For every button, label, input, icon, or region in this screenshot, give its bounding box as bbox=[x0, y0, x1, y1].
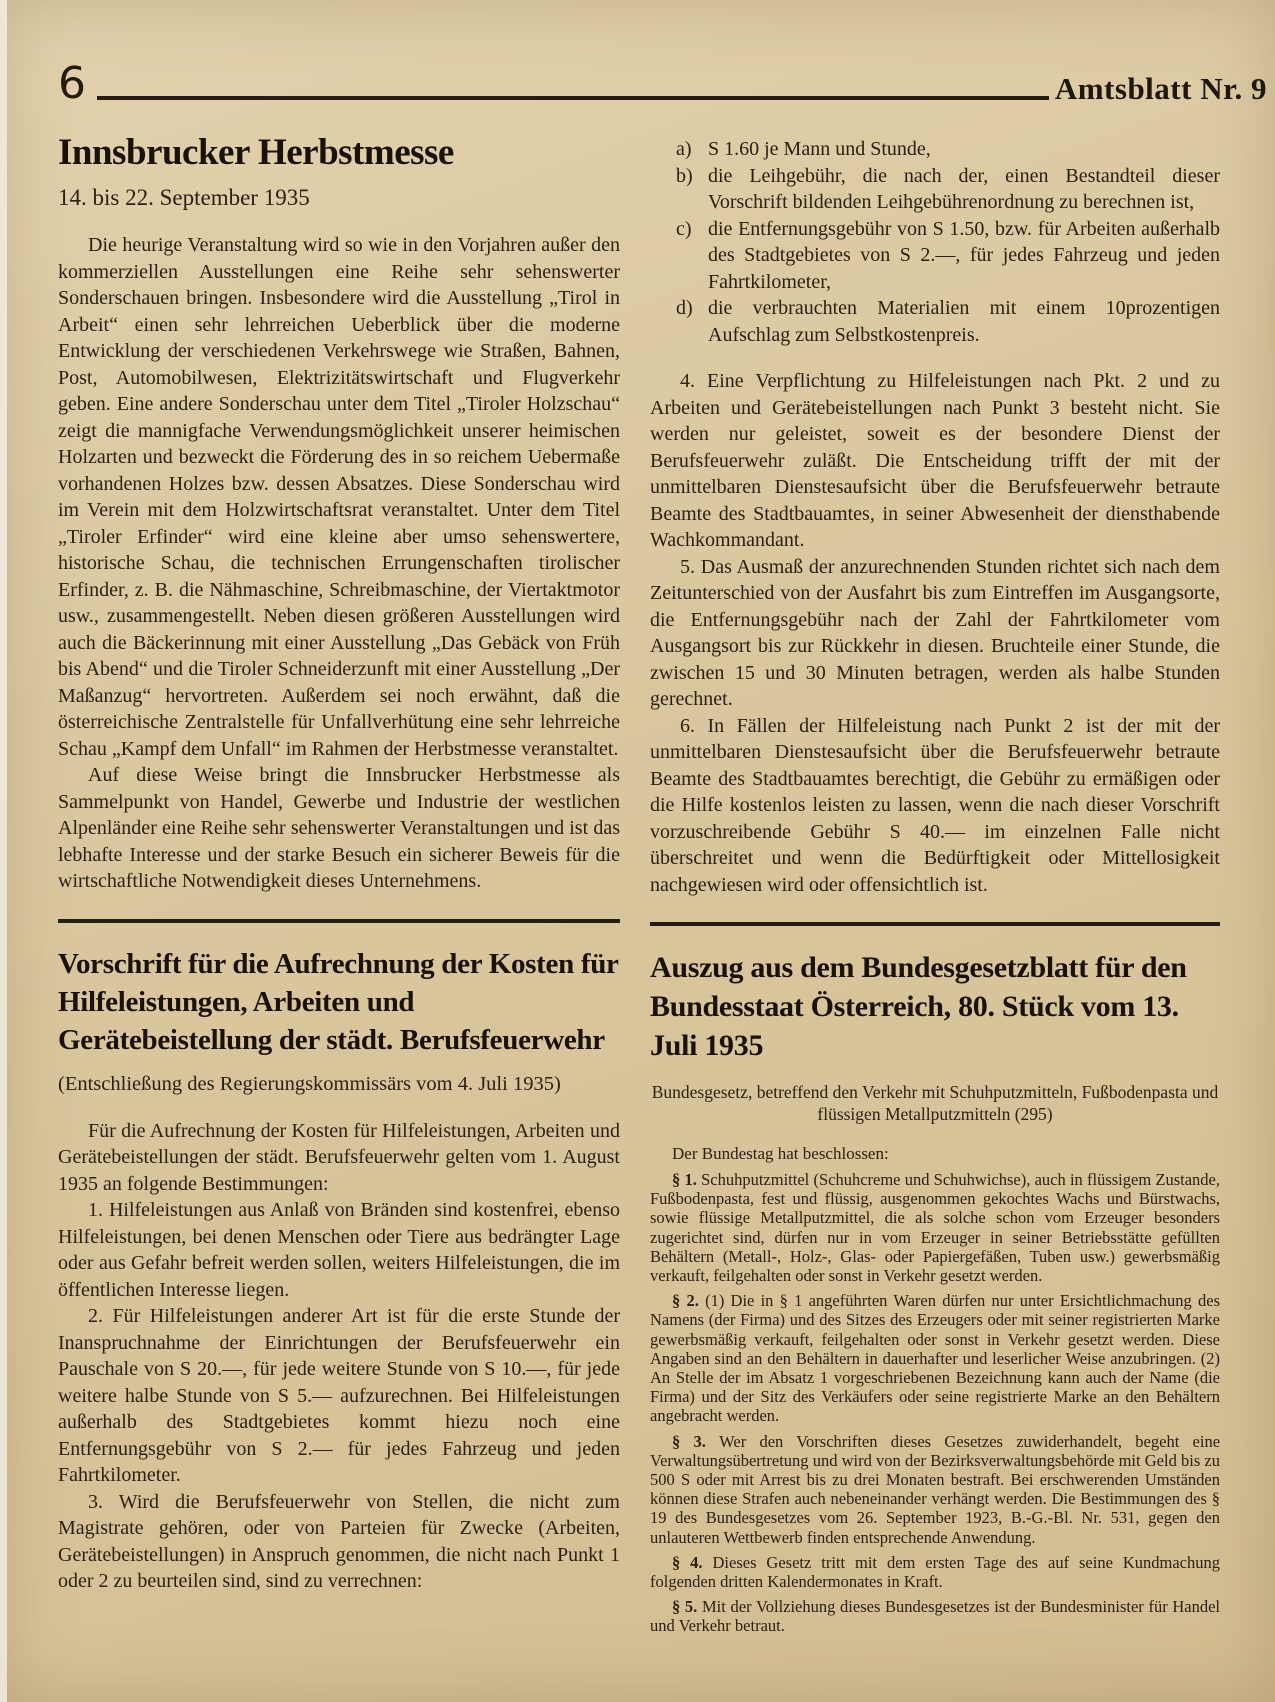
law-section-text: Schuhputzmittel (Schuhcreme und Schuhwichse), auch in flüssigem Zustande, Fußbodenpasta, fest und flüssig, ausgenommen gekochtes Wachs und Bürstwachs, sowie flüssige Metallputzmittel, die als solche schon vom Erzeuger besonders zugerichtet sind, dürfen nur in vom Erzeuger in seiner Betriebsstätte gefüllten Behältern (Metall-, Holz-, Glas- oder Papiergefäßen, Tuben usw.) gewerbsmäßig verkauft, feilgehalten oder sonst in Verkehr gesetzt werden. bbox=[650, 1170, 1221, 1286]
vorschrift-paragraph: Für die Aufrechnung der Kosten für Hilfeleistungen, Arbeiten und Gerätebeistellungen der städt. Berufsfeuerwehr gelten vom 1. August 1935 an folgende Bestimmungen: bbox=[58, 1119, 620, 1195]
law-intro: Der Bundestag hat beschlossen: bbox=[672, 1144, 889, 1163]
article-subtitle-dates: 14. bis 22. September 1935 bbox=[58, 185, 310, 210]
fee-item-label: d) bbox=[676, 297, 693, 319]
law-section-label: § 5. bbox=[672, 1597, 702, 1617]
law-section-text: Dieses Gesetz tritt mit dem ersten Tage des auf seine Kundmachung folgenden dritten Kalendermonates in Kraft. bbox=[650, 1552, 1220, 1592]
article-title-herbstmesse: Innsbrucker Herbstmesse bbox=[58, 132, 454, 173]
fee-item-label: b) bbox=[676, 164, 693, 187]
fee-item-b bbox=[650, 163, 1220, 216]
left-column bbox=[58, 132, 620, 1636]
law-section-label: § 4. bbox=[672, 1552, 713, 1572]
page-header bbox=[0, 0, 1275, 109]
two-column-layout bbox=[0, 106, 1275, 1636]
vorschrift-subtitle: (Entschließung des Regierungskommissärs vom 4. Juli 1935) bbox=[58, 1072, 561, 1095]
vorschrift-paragraph: 6. In Fällen der Hilfeleistung nach Punkt 2 ist der mit der unmittelbaren Dienstesaufsicht über die Berufsfeuerwehr betraute Beamte des Stadtbauamtes berechtigt, die Gebühr zu ermäßigen oder die Hilfe kostenlos leisten zu lassen, wenn die nach dieser Vorschrift vorzuschreibende Gebühr S 40.— im einzelnen Falle nicht überschreitet und wenn die Bedürftigkeit oder Mittellosigkeit nachgewiesen wird oder offensichtlich ist. bbox=[650, 714, 1220, 896]
law-section-text: Mit der Vollziehung dieses Bundesgesetzes ist der Bundesminister für Handel und Verkehr betraut. bbox=[650, 1597, 1221, 1636]
header-rule bbox=[97, 96, 1049, 100]
right-column bbox=[650, 132, 1220, 1636]
herbstmesse-paragraph: Auf diese Weise bringt die Innsbrucker Herbstmesse als Sammelpunkt von Handel, Gewerbe und Industrie der westlichen Alpenländer eine Reihe sehr sehenswerter Veranstaltungen und ist das lebhafte Interesse und der starke Besuch ein sicherer Beweis für die wirtschaftliche Notwendigkeit dieses Unternehmens. bbox=[58, 764, 620, 892]
vorschrift-paragraph: 1. Hilfeleistungen aus Anlaß von Bränden sind kostenfrei, ebenso Hilfeleistungen, bei denen Menschen oder Tiere aus bedrängter Lage oder aus Gefahr befreit werden sollen, weiters Hilfeleistungen, die im öffentlichen Interesse liegen. bbox=[58, 1199, 620, 1301]
law-section-text: Wer den Vorschriften dieses Gesetzes zuwiderhandelt, begeht eine Verwaltungsübertretung und wird von der Bezirksverwaltungsbehörde mit Geld bis zu 500 S oder mit Arrest bis zu drei Monaten bestraft. Bei erschwerenden Umständen können diese Strafen auch nebeneinander verhängt werden. Die Bestimmungen des § 19 des Bundesgesetzes vom 26. September 1923, B.-G.-Bl. Nr. 531, gegen den unlauteren Wettbewerb finden entsprechende Anwendung. bbox=[650, 1431, 1221, 1547]
fee-item-label: a) bbox=[676, 138, 692, 160]
law-section-label: § 1. bbox=[672, 1170, 702, 1189]
article-title-bundesgesetzblatt: Auszug aus dem Bundesgesetzblatt für den Bundesstaat Österreich, 80. Stück vom 13. Juli 1935 bbox=[650, 951, 1187, 1062]
page-number: 6 bbox=[58, 58, 87, 109]
fee-item-text: S 1.60 je Mann und Stunde, bbox=[708, 138, 931, 160]
vorschrift-paragraph: 4. Eine Verpflichtung zu Hilfeleistungen nach Pkt. 2 und zu Arbeiten und Gerätebeistellungen nach Punkt 3 besteht nicht. Sie werden nur geleistet, soweit es der besondere Dienst der Berufsfeuerwehr zuläßt. Die Entscheidung trifft der mit der unmittelbaren Dienstesaufsicht über die Berufsfeuerwehr betraute Beamte des Stadtbauamtes, in seiner Abwesenheit der diensthabende Wachkommandant. bbox=[650, 370, 1220, 551]
law-section-4 bbox=[650, 1553, 1220, 1591]
law-section-3 bbox=[650, 1432, 1220, 1547]
law-subtitle: Bundesgesetz, betreffend den Verkehr mit Schuhputzmitteln, Fußbodenpasta und flüssigen Metallputzmitteln (295) bbox=[651, 1082, 1219, 1124]
law-section-label: § 3. bbox=[672, 1431, 720, 1451]
law-section-2 bbox=[650, 1291, 1220, 1425]
vorschrift-paragraph: 3. Wird die Berufsfeuerwehr von Stellen, die nicht zum Magistrate gehören, oder von Parteien für Zwecke (Arbeiten, Gerätebeistellungen) in Anspruch genommen, die nicht nach Punkt 1 oder 2 zu beurteilen sind, sind zu verrechnen: bbox=[58, 1490, 620, 1592]
fee-item-a bbox=[650, 136, 1220, 163]
fee-item-d bbox=[650, 295, 1220, 348]
fee-item-text: die verbrauchten Materialien mit einem 10prozentigen Aufschlag zum Selbstkostenpreis. bbox=[708, 297, 1220, 346]
fee-item-c bbox=[650, 216, 1220, 296]
vorschrift-paragraph: 5. Das Ausmaß der anzurechnenden Stunden richtet sich nach dem Zeitunterschied von der Ausfahrt bis zum Eintreffen im Ausgangsorte, die Entfernungsgebühr nach der Zahl der Fahrtkilometer vom Ausgangsort bis zur Rückkehr in diesen. Bruchteile einer Stunde, die zwischen 15 und 30 Minuten betragen, werden als halbe Stunden gerechnet. bbox=[650, 555, 1220, 710]
vorschrift-paragraph: 2. Für Hilfeleistungen anderer Art ist für die erste Stunde der Inanspruchnahme der Einrichtungen der Berufsfeuerwehr ein Pauschale von S 20.—, für jede weitere Stunde von S 10.—, für jede weitere halbe Stunde von S 5.— aufzurechnen. Bei Hilfeleistungen außerhalb des Stadtgebietes kommt hiezu noch eine Entfernungsgebühr von S 2.— für jedes Fahrzeug und jeden Fahrtkilometer. bbox=[58, 1305, 620, 1486]
law-section-text: (1) Die in § 1 angeführten Waren dürfen nur unter Ersichtlichmachung des Namens (der Firma) und des Sitzes des Erzeugers oder mit seiner registrierten Marke gewerbsmäßig verkauft, feilgehalten oder sonst in Verkehr gesetzt werden. Diese Angaben sind an den Behältern in dauerhafter und leserlicher Weise anzubringen. (2) An Stelle der im Absatz 1 vorgeschriebenen Bezeichnung kann auch der Name (die Firma) und der Sitz des Verkäufers oder seine registrierte Marke an den Behältern angebracht werden. bbox=[650, 1291, 1221, 1426]
law-section-label: § 2. bbox=[672, 1291, 706, 1311]
fee-list bbox=[650, 136, 1220, 348]
article-title-vorschrift: Vorschrift für die Aufrechnung der Kosten für Hilfeleistungen, Arbeiten und Gerätebeistellung der städt. Berufsfeuerwehr bbox=[58, 947, 619, 1056]
fee-item-text: die Leihgebühr, die nach der, einen Bestandteil dieser Vorschrift bildenden Leihgebührenordnung zu berechnen ist, bbox=[708, 164, 1220, 213]
law-section-5 bbox=[650, 1597, 1220, 1635]
herbstmesse-paragraph: Die heurige Veranstaltung wird so wie in den Vorjahren außer den kommerziellen Ausstellungen eine Reihe sehr sehenswerter Sonderschauen bringen. Insbesondere wird die Ausstellung „Tirol in Arbeit“ einen sehr lehrreichen Ueberblick über die moderne Entwicklung der verschiedenen Verkehrswege wie Straßen, Bahnen, Post, Automobilwesen, Elektrizitätswirtschaft und Flugverkehr geben. Eine andere Sonderschau unter dem Titel „Tiroler Holzschau“ zeigt die mannigfache Verwendungsmöglichkeit unserer heimischen Holzarten und bezweckt die Förderung des in so reichem Uebermaße vorhandenen Holzes bzw. dessen Absatzes. Diese Sonderschau wird im Verein mit dem Holzwirtschaftsrat veranstaltet. Unter dem Titel „Tiroler Erfinder“ wird eine kleine aber umso sehenswertere, historische Schau, die technischen Errungenschaften tirolischer Erfinder, z. B. die Nähmaschine, Schreibmaschine, der Viertaktmotor usw., zusammengestellt. Neben diesen größeren Ausstellungen wird auch die Bäckerinnung mit einer Ausstellung „Das Gebäck von Früh bis Abend“ und die Tiroler Schneiderzunft mit einer Ausstellung „Der Maßanzug“ hervortreten. Außerdem sei noch erwähnt, daß die österreichische Zentralstelle für Unfallverhütung eine sehr lehrreiche Schau „Kampf dem Unfall“ im Rahmen der Herbstmesse veranstaltet. bbox=[58, 234, 620, 760]
masthead-title: Amtsblatt Nr. 9 bbox=[1054, 71, 1267, 106]
law-section-1 bbox=[650, 1170, 1220, 1285]
section-divider bbox=[650, 922, 1220, 926]
section-divider bbox=[58, 919, 620, 923]
fee-item-text: die Entfernungsgebühr von S 1.50, bzw. für Arbeiten außerhalb des Stadtgebietes von S 2.—, für jedes Fahrzeug und jeden Fahrtkilometer, bbox=[708, 217, 1220, 293]
fee-item-label: c) bbox=[676, 217, 692, 240]
